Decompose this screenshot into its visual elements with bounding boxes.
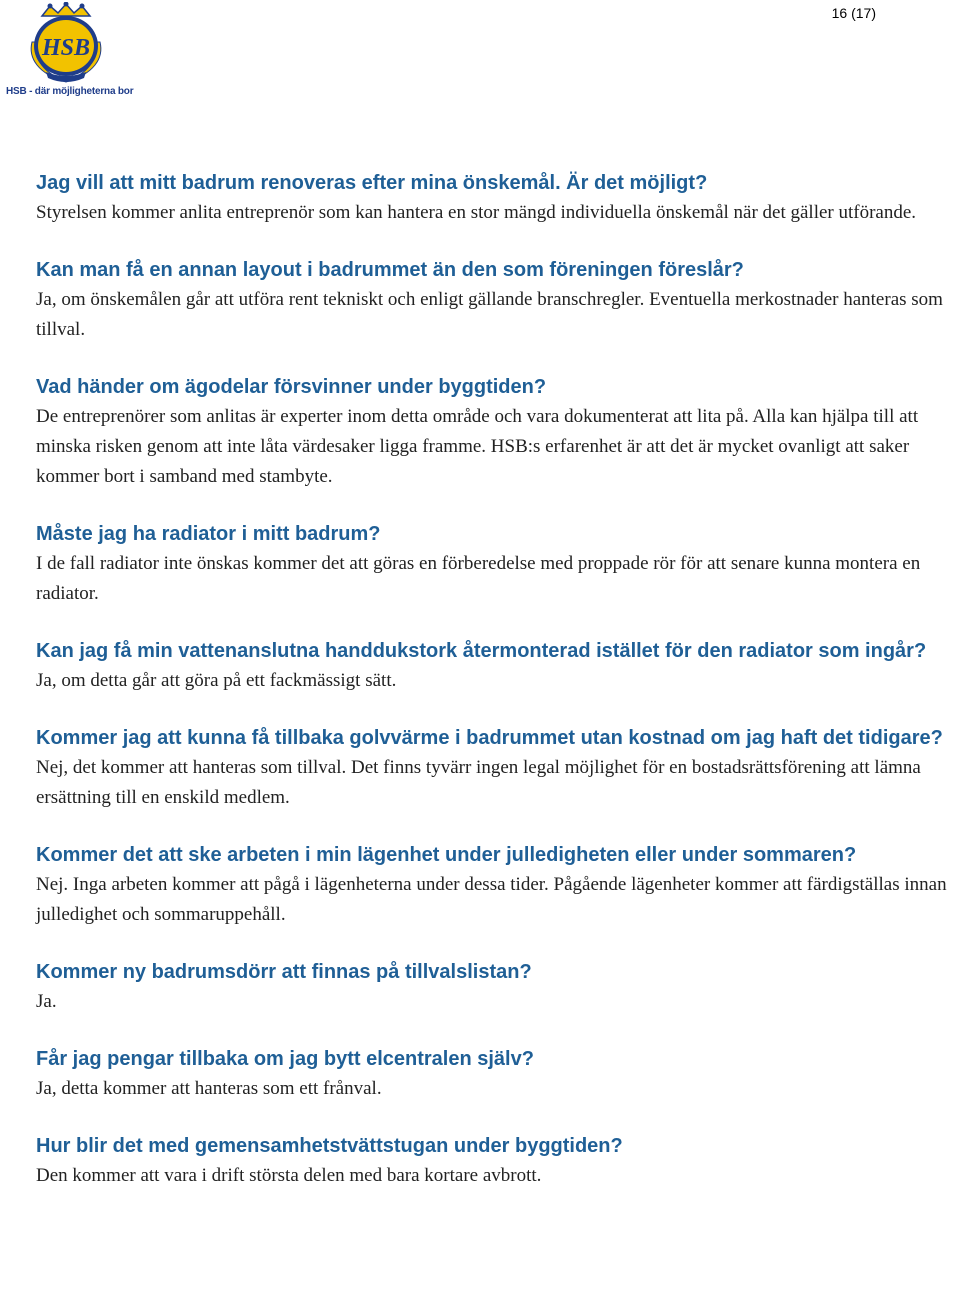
faq-item <box>36 723 960 813</box>
faq-question: Får jag pengar tillbaka om jag bytt elcentralen själv? <box>36 1048 534 1070</box>
faq-item <box>36 840 960 930</box>
faq-answer: Den kommer att vara i drift största delen med bara kortare avbrott. <box>36 1165 542 1186</box>
logo-tagline: HSB - där möjligheterna bor <box>6 86 134 97</box>
faq-question: Kan man få en annan layout i badrummet än den som föreningen föreslår? <box>36 259 744 281</box>
faq-item <box>36 1131 960 1191</box>
faq-answer: Ja, om detta går att göra på ett fackmässigt sätt. <box>36 670 397 691</box>
faq-question: Vad händer om ägodelar försvinner under byggtiden? <box>36 376 547 398</box>
faq-answer: Nej. Inga arbeten kommer att pågå i lägenheterna under dessa tider. Pågående lägenheter kommer att färdigställas innan julledighet och sommaruppehåll. <box>36 874 947 925</box>
faq-item <box>36 957 960 1017</box>
faq-item <box>36 372 960 492</box>
faq-item <box>36 636 960 696</box>
faq-item <box>36 519 960 609</box>
faq-question: Kan jag få min vattenanslutna handdukstork återmonterad istället för den radiator som ingår? <box>36 640 927 662</box>
page-number: 16 (17) <box>831 5 876 21</box>
faq-answer: Ja, detta kommer att hanteras som ett frånval. <box>36 1078 382 1099</box>
faq-content <box>36 168 960 1218</box>
faq-item <box>36 255 960 345</box>
faq-item <box>36 1044 960 1104</box>
hsb-logo <box>2 2 144 98</box>
faq-answer: Styrelsen kommer anlita entreprenör som kan hantera en stor mängd individuella önskemål när det gäller utförande. <box>36 202 917 223</box>
faq-item <box>36 168 960 228</box>
faq-question: Kommer jag att kunna få tillbaka golvvärme i badrummet utan kostnad om jag haft det tidigare? <box>36 727 943 749</box>
faq-question: Jag vill att mitt badrum renoveras efter mina önskemål. Är det möjligt? <box>36 172 708 194</box>
faq-question: Hur blir det med gemensamhetstvättstugan under byggtiden? <box>36 1135 623 1157</box>
faq-answer: Nej, det kommer att hanteras som tillval. Det finns tyvärr ingen legal möjlighet för en bostadsrättsförening att lämna ersättning till en enskild medlem. <box>36 757 921 808</box>
hsb-emblem-icon <box>2 2 144 86</box>
hsb-monogram: HSB <box>41 35 91 61</box>
faq-answer: Ja, om önskemålen går att utföra rent tekniskt och enligt gällande branschregler. Eventuella merkostnader hanteras som tillval. <box>36 289 943 340</box>
faq-answer: De entreprenörer som anlitas är experter inom detta område och vara dokumenterat att lita på. Alla kan hjälpa till att minska risken genom att inte låta värdesaker ligga framme. HSB:s erfarenhet är att det är mycket ovanligt att saker kommer bort i samband med stambyte. <box>36 406 919 487</box>
faq-question: Kommer ny badrumsdörr att finnas på tillvalslistan? <box>36 961 532 983</box>
faq-answer: Ja. <box>36 991 57 1012</box>
faq-answer: I de fall radiator inte önskas kommer det att göras en förberedelse med proppade rör för att senare kunna montera en radiator. <box>36 553 921 604</box>
faq-question: Kommer det att ske arbeten i min lägenhet under julledigheten eller under sommaren? <box>36 844 857 866</box>
faq-question: Måste jag ha radiator i mitt badrum? <box>36 523 381 545</box>
